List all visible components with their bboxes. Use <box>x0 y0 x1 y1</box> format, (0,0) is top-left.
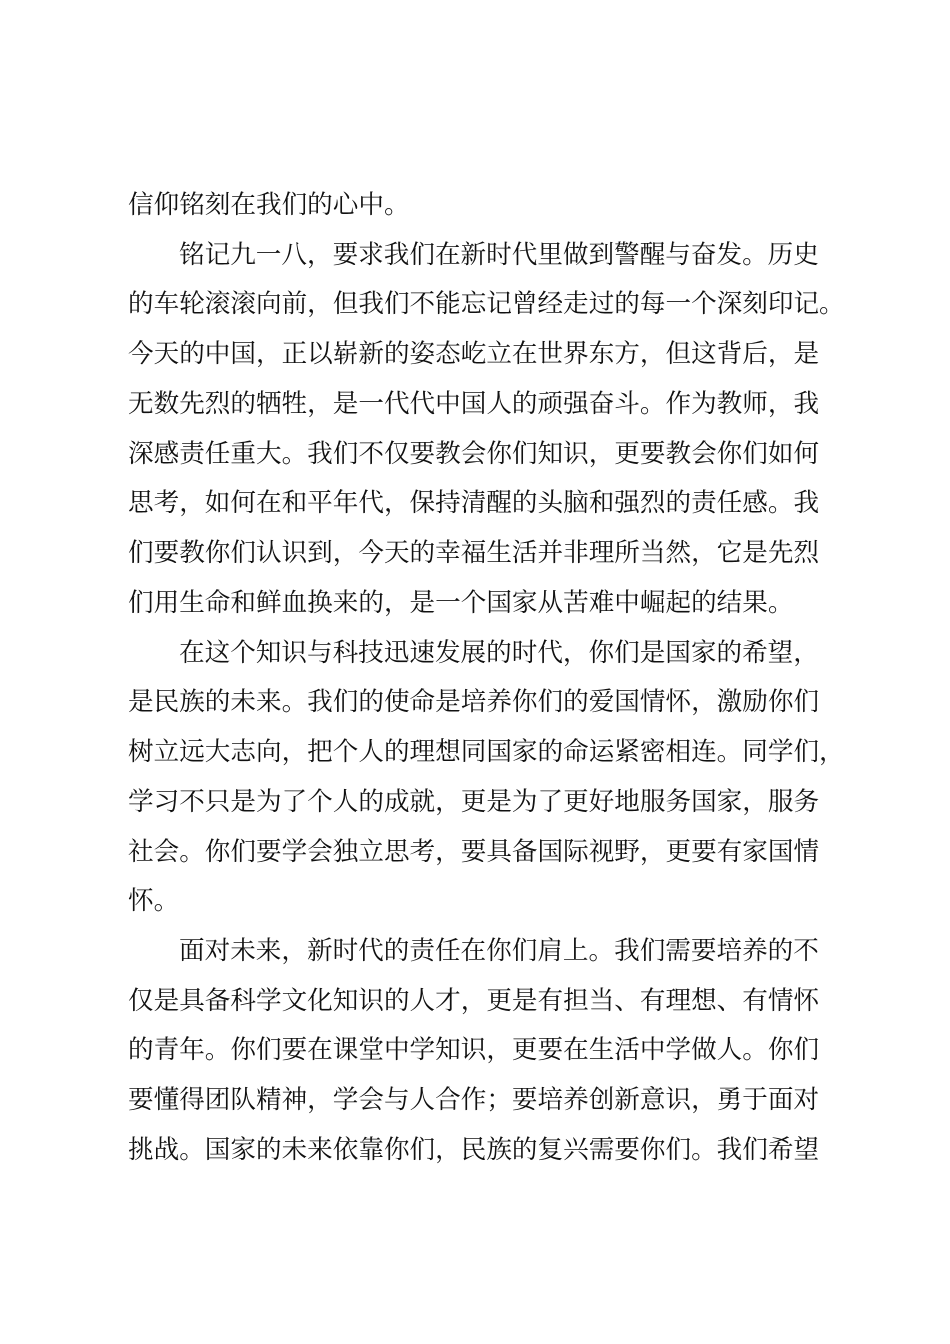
text-line: 今天的中国，正以崭新的姿态屹立在世界东方，但这背后，是 <box>128 339 820 369</box>
text-line: 是民族的未来。我们的使命是培养你们的爱国情怀，激励你们 <box>128 687 820 717</box>
text-line: 深感责任重大。我们不仅要教会你们知识，更要教会你们如何 <box>128 439 820 469</box>
paragraph-first-line: 在这个知识与科技迅速发展的时代，你们是国家的希望， <box>179 638 819 668</box>
text-line: 学习不只是为了个人的成就，更是为了更好地服务国家，服务 <box>128 787 820 817</box>
text-line: 仅是具备科学文化知识的人才，更是有担当、有理想、有情怀 <box>128 986 820 1016</box>
text-line: 们要教你们认识到，今天的幸福生活并非理所当然，它是先烈 <box>128 538 820 568</box>
paragraph-first-line: 铭记九一八，要求我们在新时代里做到警醒与奋发。历史 <box>179 240 819 270</box>
text-line: 们用生命和鲜血换来的，是一个国家从苦难中崛起的结果。 <box>128 588 794 618</box>
text-line: 挑战。国家的未来依靠你们，民族的复兴需要你们。我们希望 <box>128 1135 820 1165</box>
text-line: 怀。 <box>128 886 180 916</box>
text-line: 要懂得团队精神，学会与人合作；要培养创新意识，勇于面对 <box>128 1085 820 1115</box>
text-line: 思考，如何在和平年代，保持清醒的头脑和强烈的责任感。我 <box>128 488 820 518</box>
paragraph-first-line: 面对未来，新时代的责任在你们肩上。我们需要培养的不 <box>179 936 819 966</box>
text-line: 社会。你们要学会独立思考，要具备国际视野，更要有家国情 <box>128 837 820 867</box>
text-line: 无数先烈的牺牲，是一代代中国人的顽强奋斗。作为教师，我 <box>128 389 820 419</box>
text-line: 信仰铭刻在我们的心中。 <box>128 190 410 220</box>
text-line: 的车轮滚滚向前，但我们不能忘记曾经走过的每一个深刻印记。 <box>128 289 845 319</box>
text-line: 树立远大志向，把个人的理想同国家的命运紧密相连。同学们， <box>128 737 845 767</box>
text-line: 的青年。你们要在课堂中学知识，更要在生活中学做人。你们 <box>128 1035 820 1065</box>
